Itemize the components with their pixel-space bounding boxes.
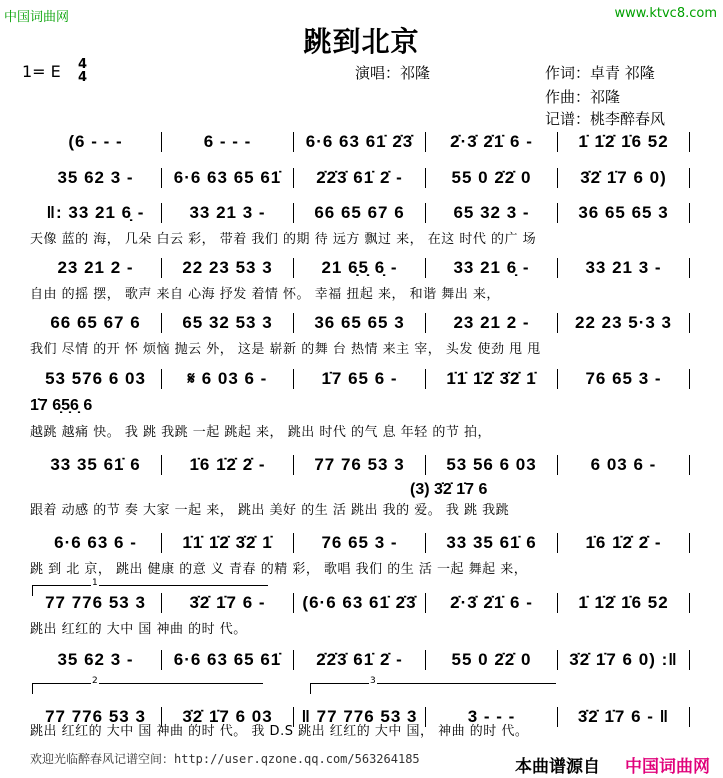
measure: 2̇2̇3̇ 61̇ 2̇ - — [316, 168, 403, 187]
measure: 36 65 65 3 — [578, 203, 669, 222]
measure: 6 03 6 - — [590, 455, 657, 474]
measure: 3̇2̇ 1̇7 6 - ‖ — [577, 707, 670, 726]
measure: 21 6̣5̣ 6̣ - — [321, 258, 398, 277]
barline — [689, 313, 690, 333]
time-top: 4 — [78, 57, 88, 72]
measure: 1̇ 1̇2̇ 1̇6 52 — [578, 132, 669, 151]
measure: 35 62 3 - — [57, 650, 134, 669]
notes-row — [30, 131, 690, 153]
barline — [689, 650, 690, 670]
notes-row — [30, 167, 690, 189]
measure: 35 62 3 - — [57, 168, 134, 187]
barline — [689, 707, 690, 727]
measure: 33 21 3 - — [585, 258, 662, 277]
measure: 33 21 3 - — [189, 203, 266, 222]
measure: 77 776 53 3 — [45, 707, 146, 726]
measure: 55 0 2̇2̇ 0 — [451, 650, 532, 669]
transcriber: 记谱：桃李醉春风 — [545, 110, 666, 128]
measure: 53 56 6 03 — [446, 455, 537, 474]
measure: 23 21 2 - — [453, 313, 530, 332]
volta-bracket — [310, 676, 556, 694]
lyrics-line: 跳出 红红的 大中 国 神曲 的时 代。 — [30, 622, 247, 637]
measure: 1̇1̇ 1̇2̇ 3̇2̇ 1̇ — [182, 533, 273, 552]
volta-number: 3 — [370, 676, 376, 686]
measure: 𝄋 6 03 6 - — [187, 369, 268, 388]
measure: 1̇6 1̇2̇ 2̇ - — [585, 533, 662, 552]
volta-number: 2 — [92, 676, 98, 686]
notes-row — [30, 454, 690, 476]
notes-row — [30, 257, 690, 279]
song-title: 跳到北京 — [303, 25, 420, 58]
measure: 1̇6 1̇2̇ 2̇ - — [189, 455, 266, 474]
measure: 65 32 3 - — [453, 203, 530, 222]
measure: 66 65 67 6 — [314, 203, 405, 222]
lyrics-line: 我们 尽情 的开 怀 烦恼 抛云 外， 这是 崭新 的舞 台 热情 来主 宰， 头发 使劲 甩 甩 — [30, 342, 541, 357]
measure: 3̇2̇ 1̇7 6 - — [189, 593, 266, 612]
measure: 22 23 5·3 3 — [574, 313, 672, 332]
measure: 33 21 6̣ - — [453, 258, 530, 277]
measure: 53 576 6 03 — [45, 369, 146, 388]
barline — [689, 593, 690, 613]
lyrics-line: 跟着 动感 的节 奏 大家 一起 来， 跳出 美好 的生 活 跳出 我的 爱。 我 跳 我跳 — [30, 503, 510, 518]
measure: 6·6 63 6 - — [54, 533, 137, 552]
measure: 3̇2̇ 1̇7 6 0) — [580, 168, 667, 187]
lyrics-line: 跳 到 北 京， 跳出 健康 的意 义 青春 的精 彩， 歌唱 我们 的生 活 一起 舞起 来， — [30, 562, 528, 577]
notes-row — [30, 202, 690, 224]
barline — [689, 369, 690, 389]
barline — [689, 455, 690, 475]
time-bottom: 4 — [78, 70, 88, 85]
alternate-notes: (3) 3̇2̇ 1̇7 6 — [410, 481, 488, 498]
barline — [689, 203, 690, 223]
measure: 65 32 53 3 — [182, 313, 273, 332]
alternate-notes: 1̇7 6̣5̣6̣ 6 — [30, 397, 93, 414]
barline — [689, 533, 690, 553]
lyrics-line: 自由 的摇 摆， 歌声 来自 心海 抒发 着情 怀。 幸福 扭起 来， 和谐 舞出 来， — [30, 287, 500, 302]
measure: 6·6 63 65 61̇ — [173, 650, 282, 669]
measure: 2̇·3̇ 2̇1̇ 6 - — [450, 593, 533, 612]
notes-row — [30, 312, 690, 334]
volta-bracket — [32, 676, 263, 694]
key-signature — [22, 57, 88, 85]
time-signature — [78, 58, 87, 84]
measure: 6·6 63 61̇ 2̇3̇ — [305, 132, 414, 151]
composer: 作曲：祁隆 — [545, 88, 621, 106]
measure: 66 65 67 6 — [50, 313, 141, 332]
barline — [689, 168, 690, 188]
singer: 演唱：祁隆 — [355, 64, 431, 82]
footer-source-site: 中国词曲网 — [625, 757, 710, 777]
notes-row — [30, 368, 690, 390]
notes-row — [30, 532, 690, 554]
measure: 55 0 2̇2̇ 0 — [451, 168, 532, 187]
measure: 22 23 53 3 — [182, 258, 273, 277]
watermark-right: www.ktvc8.com — [614, 6, 717, 21]
volta-bracket — [32, 578, 268, 596]
measure: (6 - - - — [68, 132, 123, 151]
notes-row — [30, 649, 690, 671]
measure: 6 - - - — [203, 132, 252, 151]
measure: 77 776 53 3 — [45, 593, 146, 612]
measure: 3 - - - — [467, 707, 516, 726]
lyrics-line: 越跳 越痛 快。 我 跳 我跳 一起 跳起 来， 跳出 时代 的气 息 年轻 的节 拍， — [30, 425, 491, 440]
measure: 33 35 61̇ 6 — [50, 455, 141, 474]
measure: 1̇ 1̇2̇ 1̇6 52 — [578, 593, 669, 612]
measure: 3̇2̇ 1̇7 6 0) :‖ — [569, 650, 678, 669]
lyrics-line: 跳出 红红的 大中 国 神曲 的时 代。 我 D.S 跳出 红红的 大中 国， 神曲 的时 代。 — [30, 724, 529, 739]
lyricist: 作词：卓青 祁隆 — [545, 64, 655, 82]
volta-number: 1 — [92, 578, 98, 588]
lyrics-line: 天像 蓝的 海， 几朵 白云 彩， 带着 我们 的期 待 远方 飘过 来， 在这 时代 的广 场 — [30, 232, 537, 247]
measure: 23 21 2 - — [57, 258, 134, 277]
barline — [689, 132, 690, 152]
measure: 3̇2̇ 1̇7 6 03 — [182, 707, 273, 726]
measure: 2̇·3̇ 2̇1̇ 6 - — [450, 132, 533, 151]
measure: 36 65 65 3 — [314, 313, 405, 332]
measure: ‖: 33 21 6̣ - — [46, 203, 145, 222]
measure: 76 65 3 - — [321, 533, 398, 552]
watermark-left: 中国词曲网 — [4, 10, 70, 25]
measure: 1̇7 65 6 - — [321, 369, 398, 388]
measure: 76 65 3 - — [585, 369, 662, 388]
measure: 33 35 61̇ 6 — [446, 533, 537, 552]
measure: ‖ 77 776 53 3 — [301, 707, 418, 726]
measure: 6·6 63 65 61̇ — [173, 168, 282, 187]
footer-welcome: 欢迎光临醉春风记谱空间：http://user.qzone.qq.com/563264185 — [30, 752, 420, 766]
footer-source-label: 本曲谱源自 — [515, 757, 600, 777]
measure: 1̇1̇ 1̇2̇ 3̇2̇ 1̇ — [446, 369, 537, 388]
measure: 2̇2̇3̇ 61̇ 2̇ - — [316, 650, 403, 669]
measure: (6·6 63 61̇ 2̇3̇ — [302, 593, 417, 612]
key-label: 1= E — [22, 62, 61, 81]
barline — [689, 258, 690, 278]
measure: 77 76 53 3 — [314, 455, 405, 474]
